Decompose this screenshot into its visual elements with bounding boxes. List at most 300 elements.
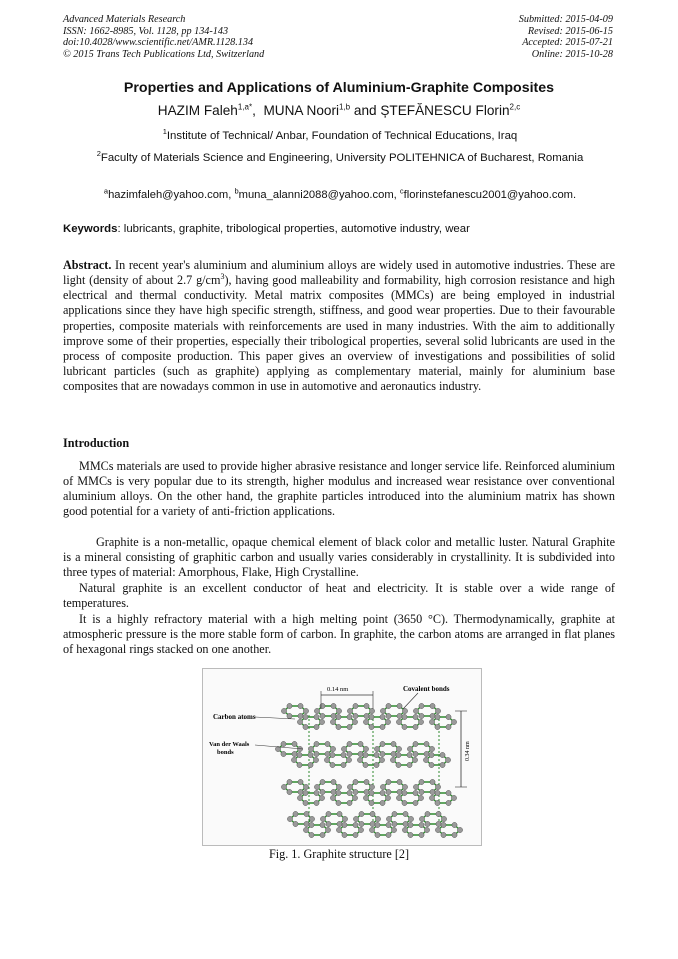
carbon-atom <box>375 816 380 821</box>
carbon-atom <box>429 795 434 800</box>
carbon-atom <box>320 703 325 708</box>
carbon-atom <box>330 719 335 724</box>
dates-info <box>519 14 613 60</box>
carbon-atom <box>369 790 374 795</box>
carbon-layer <box>287 811 462 837</box>
carbon-atom <box>370 811 375 816</box>
carbon-atom <box>336 724 341 729</box>
carbon-atom <box>407 752 412 757</box>
email-address: hazimfaleh@yahoo.com, <box>108 189 235 201</box>
carbon-layer <box>281 779 456 805</box>
carbon-atom <box>402 827 407 832</box>
carbon-atom <box>419 816 424 821</box>
carbon-atom <box>342 816 347 821</box>
carbon-atom <box>303 714 308 719</box>
carbon-atom <box>298 713 303 718</box>
carbon-atom <box>320 816 325 821</box>
carbon-atom <box>386 832 391 837</box>
paper-title: Properties and Applications of Aluminium-Graphite Composites <box>123 80 555 96</box>
abstract-text-1: In recent year's aluminium and aluminium alloys are widely used in automotive industries. These are light (density of about 2.7 g/cm <box>63 258 615 288</box>
carbon-atom <box>320 779 325 784</box>
carbon-atom <box>291 757 296 762</box>
carbon-atom <box>347 708 352 713</box>
carbon-atom <box>331 789 336 794</box>
carbon-atom <box>298 789 303 794</box>
carbon-atom <box>441 816 446 821</box>
carbon-atom <box>380 751 385 756</box>
carbon-atom <box>391 741 396 746</box>
carbon-atom <box>336 790 341 795</box>
intro-paragraph: Natural graphite is an excellent conductor of heat and electricity. It is stable over a wide range of temperatures. <box>63 581 615 611</box>
keywords-text: : lubricants, graphite, tribological properties, automotive industry, wear <box>117 223 470 235</box>
carbon-atom <box>347 790 352 795</box>
carbon-atom <box>413 800 418 805</box>
carbon-atom <box>331 703 336 708</box>
intro-paragraph: Graphite is a non-metallic, opaque chemical element of black color and metallic luster. Natural Graphite is a mineral consisting of graphitic carbon and usually varies considerably in crystallinity. It is subdivided into three types of material: Amorphous, Flake, High Crystalline. <box>63 535 615 580</box>
carbon-atom <box>430 779 435 784</box>
carbon-atom <box>325 741 330 746</box>
carbon-atom <box>424 741 429 746</box>
online-date: Online: 2015-10-28 <box>531 48 613 60</box>
carbon-atom <box>363 719 368 724</box>
affiliation-mark: 1 <box>162 127 167 137</box>
doi-line: doi:10.4028/www.scientific.net/AMR.1128.134 <box>63 37 254 49</box>
email-line <box>40 188 640 203</box>
carbon-atom <box>363 762 368 767</box>
carbon-atom <box>336 800 341 805</box>
carbon-atom <box>336 784 341 789</box>
carbon-atom <box>320 822 325 827</box>
carbon-atom <box>369 800 374 805</box>
carbon-atom <box>413 708 418 713</box>
journal-name: Advanced Materials Research <box>63 14 186 25</box>
carbon-atom <box>364 713 369 718</box>
carbon-atom <box>419 779 424 784</box>
carbon-atom <box>435 800 440 805</box>
carbon-atom <box>430 789 435 794</box>
carbon-atom <box>297 795 302 800</box>
carbon-atom <box>396 762 401 767</box>
carbon-atom <box>396 795 401 800</box>
carbon-atom <box>363 752 368 757</box>
carbon-atom <box>429 752 434 757</box>
carbon-atom <box>396 746 401 751</box>
author-name: HAZIM Faleh <box>157 103 238 118</box>
affiliation-1 <box>60 129 620 144</box>
carbon-atom <box>397 703 402 708</box>
carbon-atom <box>326 821 331 826</box>
vdw-label-line1: Van der Waals <box>209 741 250 748</box>
carbon-atom <box>359 811 364 816</box>
email-mark: b <box>234 186 239 196</box>
affiliation-mark: 2 <box>96 149 101 159</box>
carbon-atom <box>430 703 435 708</box>
carbon-atom <box>352 719 357 724</box>
carbon-atom <box>391 751 396 756</box>
carbon-atom <box>397 713 402 718</box>
carbon-atom <box>341 752 346 757</box>
carbon-atom <box>308 746 313 751</box>
carbon-atom <box>452 822 457 827</box>
graphite-structure-diagram <box>203 669 481 845</box>
carbon-atom <box>314 714 319 719</box>
carbon-atom <box>380 714 385 719</box>
carbon-atom <box>357 757 362 762</box>
carbon-atom <box>391 827 396 832</box>
carbon-atom <box>457 827 462 832</box>
graphite-structure-figure <box>202 668 482 846</box>
carbon-atom <box>308 762 313 767</box>
carbon-atom <box>292 741 297 746</box>
carbon-atom <box>435 784 440 789</box>
author-list <box>0 103 678 118</box>
carbon-atom <box>408 832 413 837</box>
carbon-atom <box>429 746 434 751</box>
carbon-atom <box>303 790 308 795</box>
carbon-atom <box>445 757 450 762</box>
carbon-atom <box>303 800 308 805</box>
carbon-atom <box>386 822 391 827</box>
carbon-atom <box>413 790 418 795</box>
carbon-atom <box>451 719 456 724</box>
carbon-atom <box>298 779 303 784</box>
carbon-atom <box>430 713 435 718</box>
carbon-atom <box>341 762 346 767</box>
carbon-atom <box>407 762 412 767</box>
carbon-atom <box>359 821 364 826</box>
carbon-atom <box>297 752 302 757</box>
author-affiliation-mark: 2,c <box>509 102 521 112</box>
carbon-atom <box>353 779 358 784</box>
carbon-atom <box>287 816 292 821</box>
carbon-atom <box>413 784 418 789</box>
carbon-atom <box>313 757 318 762</box>
carbon-atom <box>353 789 358 794</box>
carbon-atom <box>337 821 342 826</box>
carbon-atom <box>363 746 368 751</box>
carbon-atom <box>346 757 351 762</box>
van-der-waals-lines <box>309 715 439 825</box>
carbon-atom <box>347 751 352 756</box>
carbon-atom <box>396 752 401 757</box>
carbon-atom <box>440 752 445 757</box>
revised-date: Revised: 2015-06-15 <box>527 25 613 37</box>
carbon-atom <box>392 821 397 826</box>
carbon-atom <box>369 827 374 832</box>
journal-info <box>63 14 264 60</box>
carbon-atom <box>287 713 292 718</box>
carbon-atom <box>374 746 379 751</box>
carbon-atoms-label: Carbon atoms <box>213 713 256 721</box>
author-separator: , <box>252 103 264 118</box>
carbon-atom <box>375 832 380 837</box>
carbon-layer <box>281 703 456 729</box>
carbon-atom <box>363 795 368 800</box>
carbon-atom <box>297 719 302 724</box>
carbon-atom <box>369 784 374 789</box>
carbon-atom <box>446 800 451 805</box>
carbon-atom <box>419 822 424 827</box>
carbon-atom <box>385 719 390 724</box>
carbon-atom <box>435 724 440 729</box>
carbon-atom <box>413 714 418 719</box>
carbon-atom <box>425 821 430 826</box>
carbon-atom <box>429 719 434 724</box>
figure-caption: Fig. 1. Graphite structure [2] <box>268 847 410 861</box>
carbon-atom <box>309 832 314 837</box>
email-address: florinstefanescu2001@yahoo.com. <box>403 189 577 201</box>
carbon-atom <box>319 795 324 800</box>
carbon-atom <box>303 724 308 729</box>
carbon-atom <box>336 714 341 719</box>
height-label: 0.34 nm <box>465 741 471 761</box>
carbon-atom <box>402 708 407 713</box>
covalent-pointer <box>403 693 418 709</box>
carbon-atom <box>326 811 331 816</box>
carbon-atom <box>402 714 407 719</box>
carbon-atom <box>303 708 308 713</box>
carbon-atom <box>385 795 390 800</box>
carbon-atom <box>358 751 363 756</box>
carbon-atom <box>440 762 445 767</box>
carbon-atom <box>380 784 385 789</box>
carbon-atom <box>309 822 314 827</box>
carbon-atom <box>369 724 374 729</box>
carbon-atom <box>435 790 440 795</box>
carbon-atom <box>330 762 335 767</box>
abstract-superscript: 3 <box>220 272 225 282</box>
carbon-atom <box>347 800 352 805</box>
carbon-atom <box>380 708 385 713</box>
vdw-label-line2: bonds <box>217 749 234 756</box>
submitted-date: Submitted: 2015-04-09 <box>518 14 613 25</box>
carbon-atom <box>330 746 335 751</box>
carbon-atom <box>319 719 324 724</box>
carbon-atom <box>331 713 336 718</box>
carbon-atom <box>435 714 440 719</box>
spacing-label: 0.14 nm <box>327 686 349 693</box>
carbon-atom <box>330 752 335 757</box>
carbon-atom <box>380 741 385 746</box>
carbon-atom <box>336 708 341 713</box>
carbon-atom <box>325 751 330 756</box>
carbon-atom <box>287 703 292 708</box>
carbon-atom <box>379 757 384 762</box>
carbon-atom <box>330 795 335 800</box>
carbon-atom <box>303 784 308 789</box>
carbon-atom <box>325 827 330 832</box>
carbon-atom <box>446 714 451 719</box>
intro-paragraph: MMCs materials are used to provide higher abrasive resistance and longer service life. Reinforced aluminium of MMCs is very popular due to its strength, higher modulus and increased wear resistance over conventional aluminium alloys. On the other hand, the graphite particles introduced into the aluminium matrix has shown good potential for a variety of anti-friction applications. <box>63 459 615 519</box>
carbon-atom <box>314 741 319 746</box>
carbon-atom <box>419 703 424 708</box>
carbon-atom <box>418 795 423 800</box>
carbon-atom <box>358 827 363 832</box>
carbon-atom <box>402 790 407 795</box>
carbon-atom <box>293 821 298 826</box>
author-name: MUNA Noori <box>263 103 339 118</box>
carbon-atom <box>324 757 329 762</box>
carbon-atom <box>380 800 385 805</box>
carbon-atom <box>441 822 446 827</box>
carbon-atom <box>380 790 385 795</box>
carbon-atom <box>436 811 441 816</box>
carbon-atom <box>364 703 369 708</box>
carbon-atom <box>419 832 424 837</box>
carbon-atom <box>297 762 302 767</box>
carbon-atom <box>309 816 314 821</box>
carbon-atom <box>320 832 325 837</box>
carbon-atom <box>298 703 303 708</box>
author-name: ȘTEFĂNESCU Florin <box>380 103 510 118</box>
email-mark: c <box>399 186 404 196</box>
affiliation-text: Faculty of Materials Science and Engineering, University POLITEHNICA of Bucharest, Romania <box>100 152 584 164</box>
carbon-atom <box>353 822 358 827</box>
carbon-atom <box>293 811 298 816</box>
author-affiliation-mark: 1,a* <box>237 102 253 112</box>
keywords-label: Keywords <box>63 223 118 235</box>
carbon-atom <box>407 746 412 751</box>
carbon-atom <box>386 816 391 821</box>
carbon-atom <box>281 741 286 746</box>
carbon-atom <box>308 752 313 757</box>
carbon-atom <box>441 832 446 837</box>
carbon-atom <box>386 789 391 794</box>
carbon-atom <box>413 741 418 746</box>
carbon-atom <box>342 832 347 837</box>
carbon-atom <box>281 708 286 713</box>
carbon-atom <box>287 779 292 784</box>
affiliation-text: Institute of Technical/ Anbar, Foundation of Technical Educations, Iraq <box>166 130 518 142</box>
affiliation-2 <box>75 151 605 166</box>
author-separator: and <box>350 103 381 118</box>
carbon-atom <box>380 724 385 729</box>
carbon-atom <box>419 713 424 718</box>
carbon-atom <box>337 811 342 816</box>
carbon-atom <box>397 789 402 794</box>
section-heading-introduction: Introduction <box>63 436 130 450</box>
carbon-atom <box>408 816 413 821</box>
keywords <box>63 223 623 235</box>
carbon-atom <box>374 752 379 757</box>
carbon-atom <box>436 821 441 826</box>
carbon-atom <box>292 751 297 756</box>
carbon-atom <box>358 741 363 746</box>
carbon-atom <box>446 724 451 729</box>
carbon-atom <box>424 827 429 832</box>
carbon-atom <box>341 746 346 751</box>
carbon-atom <box>287 789 292 794</box>
carbon-atom <box>413 724 418 729</box>
carbon-atom <box>314 800 319 805</box>
carbon-atom <box>352 795 357 800</box>
author-affiliation-mark: 1,b <box>339 102 351 112</box>
carbon-atom <box>435 708 440 713</box>
carbon-atom <box>402 800 407 805</box>
carbon-atom <box>413 751 418 756</box>
carbon-atom <box>320 713 325 718</box>
carbon-atom <box>396 719 401 724</box>
intro-paragraph: It is a highly refractory material with a high melting point (3650 °C). Thermodynamically, graphite at atmospheric pressure is the more stable form of carbon. In graphite, the carbon atoms are arranged in flat planes of hexagonal rings stacked on one another. <box>63 612 615 657</box>
carbon-atom <box>419 789 424 794</box>
carbon-atom <box>452 832 457 837</box>
carbon-atom <box>364 789 369 794</box>
carbon-atom <box>353 713 358 718</box>
carbon-atom <box>314 790 319 795</box>
carbon-atom <box>347 724 352 729</box>
carbon-atom <box>347 784 352 789</box>
carbon-atom <box>402 784 407 789</box>
carbon-atom <box>364 779 369 784</box>
carbon-atom <box>451 795 456 800</box>
issn-line: ISSN: 1662-8985, Vol. 1128, pp 134-143 <box>63 25 229 37</box>
carbon-atom <box>386 713 391 718</box>
carbon-atom <box>435 827 440 832</box>
carbon-atom <box>353 832 358 837</box>
carbon-atom <box>403 811 408 816</box>
carbon-atom <box>424 751 429 756</box>
carbon-atom <box>412 757 417 762</box>
carbon-atom <box>314 751 319 756</box>
accepted-date: Accepted: 2015-07-21 <box>522 37 613 49</box>
carbon-atom <box>314 708 319 713</box>
carbon-atom <box>347 714 352 719</box>
carbon-atom <box>281 751 286 756</box>
carbon-atom <box>370 821 375 826</box>
carbon-atom <box>281 784 286 789</box>
carbon-atom <box>336 827 341 832</box>
carbon-atom <box>386 779 391 784</box>
carbon-atom <box>425 811 430 816</box>
carbon-atom <box>304 811 309 816</box>
carbon-atom <box>418 719 423 724</box>
carbon-atom <box>403 821 408 826</box>
email-mark: a <box>103 186 109 196</box>
abstract-text-2: ), having good malleability and formability, high corrosion resistance and high electrical and thermal conductivity. Metal matrix composites (MMCs) are being employed in industrial applications since they have high specific strength, stiffness, and good wear properties. Due to their favourable properties, composite materials with reinforcements are used in many industries. With the aim to additionally improve some of their properties, especially their tribological properties, several solid lubricants are used in the process of composite production. This paper gives an overview of investigations and possibilities of solid lubricant particles (such as graphite) applying as complementary material, mainly for aluminium base composites that are nowadays common in use in automotive and aeronautics industry. <box>63 273 615 394</box>
carbon-atom <box>374 762 379 767</box>
carbon-atom <box>392 811 397 816</box>
carbon-atom <box>353 703 358 708</box>
carbon-layer <box>275 741 450 767</box>
carbon-atom <box>386 703 391 708</box>
copyright-line: © 2015 Trans Tech Publications Ltd, Switzerland <box>63 48 265 60</box>
carbon-atom <box>320 789 325 794</box>
carbon-atom <box>446 790 451 795</box>
carbon-atom <box>402 724 407 729</box>
carbon-atom <box>304 821 309 826</box>
abstract <box>63 258 615 394</box>
carbon-atom <box>369 714 374 719</box>
carbon-atom <box>369 708 374 713</box>
carbon-atom <box>353 816 358 821</box>
carbon-atom <box>375 822 380 827</box>
carbon-atom <box>397 779 402 784</box>
carbon-atom <box>423 757 428 762</box>
carbon-atom <box>390 757 395 762</box>
carbon-atom <box>429 762 434 767</box>
carbon-atom <box>408 822 413 827</box>
carbon-atom <box>347 741 352 746</box>
email-address: muna_alanni2088@yahoo.com, <box>238 189 400 201</box>
carbon-atom <box>314 784 319 789</box>
covalent-bonds-label: Covalent bonds <box>403 685 450 693</box>
carbon-atom <box>331 779 336 784</box>
carbon-atom <box>342 822 347 827</box>
carbon-atom <box>314 724 319 729</box>
abstract-label: Abstract. <box>63 258 112 272</box>
carbon-layers <box>275 703 462 837</box>
carbon-atom <box>303 827 308 832</box>
